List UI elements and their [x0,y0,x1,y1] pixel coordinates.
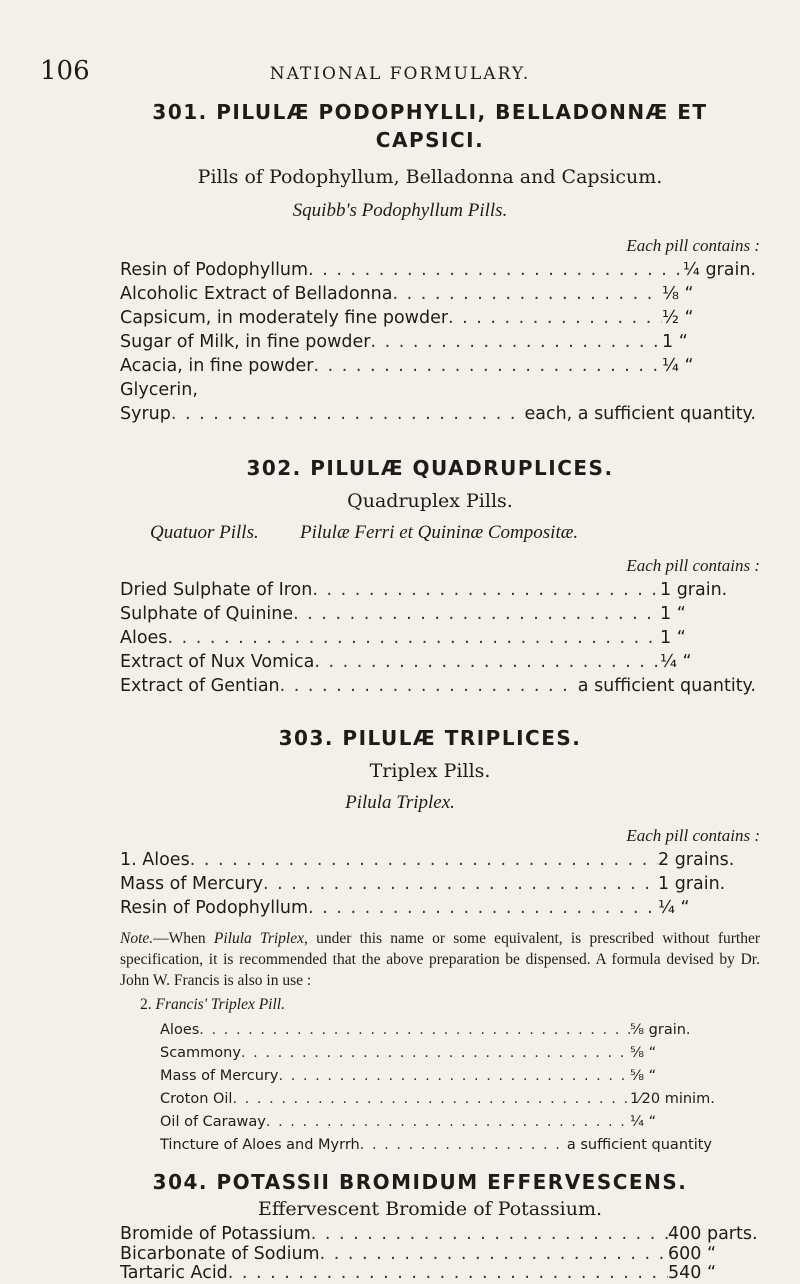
ingredient-row: Oil of Caraway . . . ¼ “ [160,1114,712,1130]
heading-line-1: 301. PILULÆ PODOPHYLLI, BELLADONNÆ ET [152,100,708,124]
ingredient-row: 1. Aloes . . . 2 grains. [120,850,756,870]
ingredient-row: Capsicum, in moderately fine powder . . . ½ “ [120,308,756,328]
section-302-synonym-2: Pilulæ Ferri et Quininæ Compositæ. [300,522,579,543]
ingredient-row: Bromide of Potassium . . . 400 parts. [120,1224,756,1244]
section-301-each-pill: Each pill contains : [626,236,760,255]
section-304-english-title: Effervescent Bromide of Potassium. [257,1198,603,1220]
heading-line-2: CAPSICI. [375,128,485,152]
ingredient-row: Acacia, in fine powder . . . ¼ “ [120,356,756,376]
section-302-english-title: Quadruplex Pills. [347,490,513,512]
section-303-each-pill: Each pill contains : [626,826,760,845]
ingredient-row: Croton Oil . . . 1⁄20 minim. [160,1091,712,1107]
section-302-heading: 302. PILULÆ QUADRUPLICES. [246,456,614,480]
section-303-note: Note.—When Pilula Triplex, under this name or some equivalent, is prescribed without further specification, it is recommended that the above preparation be dispensed. A formula devised by Dr. John W. Francis is also in use : [120,930,761,989]
ingredient-row: Extract of Nux Vomica . . . ¼ “ [120,652,756,672]
ingredient-row: Mass of Mercury . . . 1 grain. [120,874,756,894]
page-number: 106 [40,56,90,86]
section-303-heading: 303. PILULÆ TRIPLICES. [278,726,582,750]
ingredient-row: Tartaric Acid . . . 540 “ [120,1263,756,1283]
ingredient-row: Aloes . . . ⅝ grain. [160,1022,712,1038]
running-head: NATIONAL FORMULARY. [269,64,531,84]
ingredient-row: Tincture of Aloes and Myrrh . . . a sufficient quantity [160,1137,712,1153]
ingredient-row: Aloes . . . 1 “ [120,628,756,648]
ingredient-row: Sugar of Milk, in fine powder . . . 1 “ [120,332,756,352]
ingredient-row: Bicarbonate of Sodium . . . 600 “ [120,1244,756,1264]
francis-pill-title: 2. Francis' Triplex Pill. [140,996,285,1013]
ingredient-row: Syrup . . . each, a sufficient quantity. [120,404,756,424]
ingredient-row: Extract of Gentian . . . a sufficient quantity. [120,676,756,696]
section-302-each-pill: Each pill contains : [626,556,760,575]
ingredient-row: Resin of Podophyllum . . . ¼ “ [120,898,756,918]
section-304-heading: 304. POTASSII BROMIDUM EFFERVESCENS. [152,1170,688,1194]
ingredient-row: Scammony . . . ⅝ “ [160,1045,712,1061]
section-302-synonym-1: Quatuor Pills. [150,522,259,543]
ingredient-row: Mass of Mercury . . . ⅝ “ [160,1068,712,1084]
section-303-english-title: Triplex Pills. [369,760,491,782]
section-301-heading [80,98,780,154]
ingredient-row: Alcoholic Extract of Belladonna . . . ⅛ “ [120,284,756,304]
ingredient-row: Dried Sulphate of Iron . . . 1 grain. [120,580,756,600]
ingredient-row: Sulphate of Quinine . . . 1 “ [120,604,756,624]
section-303-synonym: Pilula Triplex. [345,792,455,813]
section-301-english-title: Pills of Podophyllum, Belladonna and Capsicum. [197,166,663,188]
ingredient-row: Resin of Podophyllum . . . ¼ grain. [120,260,756,280]
ingredient-row: Glycerin, [120,380,198,400]
section-301-synonym: Squibb's Podophyllum Pills. [292,200,508,221]
